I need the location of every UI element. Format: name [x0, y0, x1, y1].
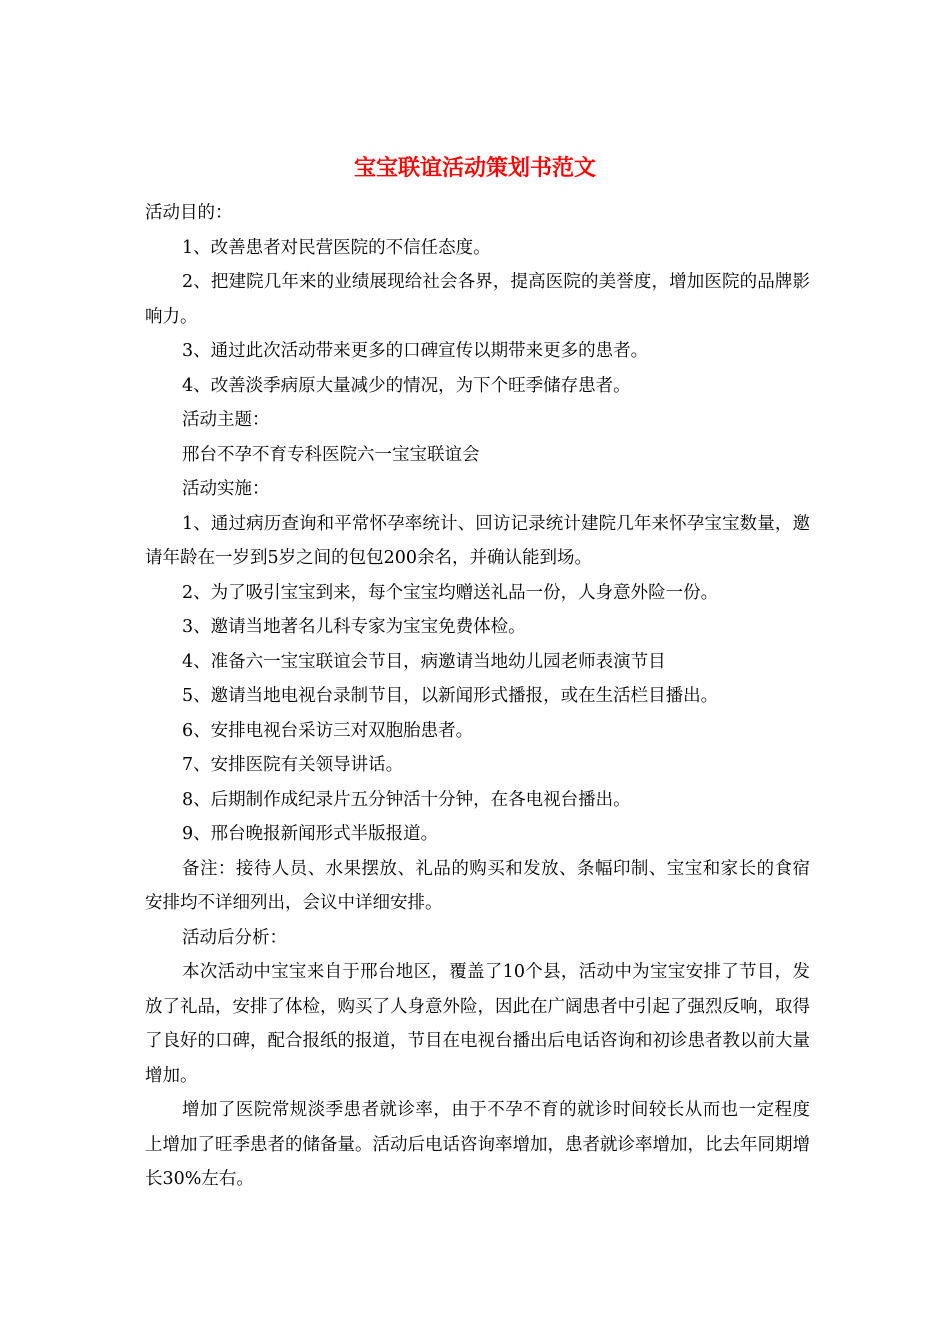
- paragraph: 1、改善患者对民营医院的不信任态度。: [182, 237, 491, 258]
- paragraph: 1、通过病历查询和平常怀孕率统计、回访记录统计建院几年来怀孕宝宝数量，邀请年龄在一岁到5岁之间的包包200余名，并确认能到场。: [145, 513, 810, 568]
- paragraph: 4、准备六一宝宝联谊会节目，病邀请当地幼儿园老师表演节目: [182, 651, 666, 672]
- document-title: 宝宝联谊活动策划书范文: [353, 155, 596, 181]
- paragraph: 5、邀请当地电视台录制节目，以新闻形式播报，或在生活栏目播出。: [182, 686, 719, 706]
- document-body: [145, 196, 810, 1197]
- paragraph: 6、安排电视台采访三对双胞胎患者。: [182, 720, 474, 741]
- paragraph: 2、把建院几年来的业绩展现给社会各界，提高医院的美誉度，增加医院的品牌影响力。: [145, 272, 810, 327]
- paragraph: 活动主题：: [182, 410, 270, 430]
- paragraph: 3、邀请当地著名儿科专家为宝宝免费体检。: [182, 617, 526, 637]
- paragraph: 增加了医院常规淡季患者就诊率，由于不孕不育的就诊时间较长从而也一定程度上增加了旺季患者的储备量。活动后电话咨询率增加，患者就诊率增加，比去年同期增长30%左右。: [145, 1100, 810, 1189]
- paragraph: 2、为了吸引宝宝到来，每个宝宝均赠送礼品一份，人身意外险一份。: [182, 582, 719, 603]
- paragraph: 8、后期制作成纪录片五分钟活十分钟，在各电视台播出。: [182, 789, 631, 810]
- paragraph: 活动实施：: [182, 479, 270, 499]
- paragraph: 备注：接待人员、水果摆放、礼品的购买和发放、条幅印制、宝宝和家长的食宿安排均不详细列出，会议中详细安排。: [145, 858, 810, 913]
- paragraph: 本次活动中宝宝来自于邢台地区，覆盖了10个县，活动中为宝宝安排了节目，发放了礼品，安排了体检，购买了人身意外险，因此在广阔患者中引起了强烈反响，取得了良好的口碑，配合报纸的报道，节目在电视台播出后电话咨询和初诊患者教以前大量增加。: [145, 962, 810, 1086]
- paragraph: 邢台不孕不育专科医院六一宝宝联谊会: [182, 444, 480, 465]
- paragraph: 4、改善淡季病原大量减少的情况，为下个旺季储存患者。: [182, 375, 631, 396]
- paragraph: 7、安排医院有关领导讲话。: [182, 755, 404, 775]
- paragraph: 活动后分析：: [182, 927, 287, 948]
- paragraph: 9、邢台晚报新闻形式半版报道。: [182, 824, 439, 844]
- paragraph: 活动目的：: [145, 203, 233, 223]
- paragraph: 3、通过此次活动带来更多的口碑宣传以期带来更多的患者。: [182, 341, 649, 361]
